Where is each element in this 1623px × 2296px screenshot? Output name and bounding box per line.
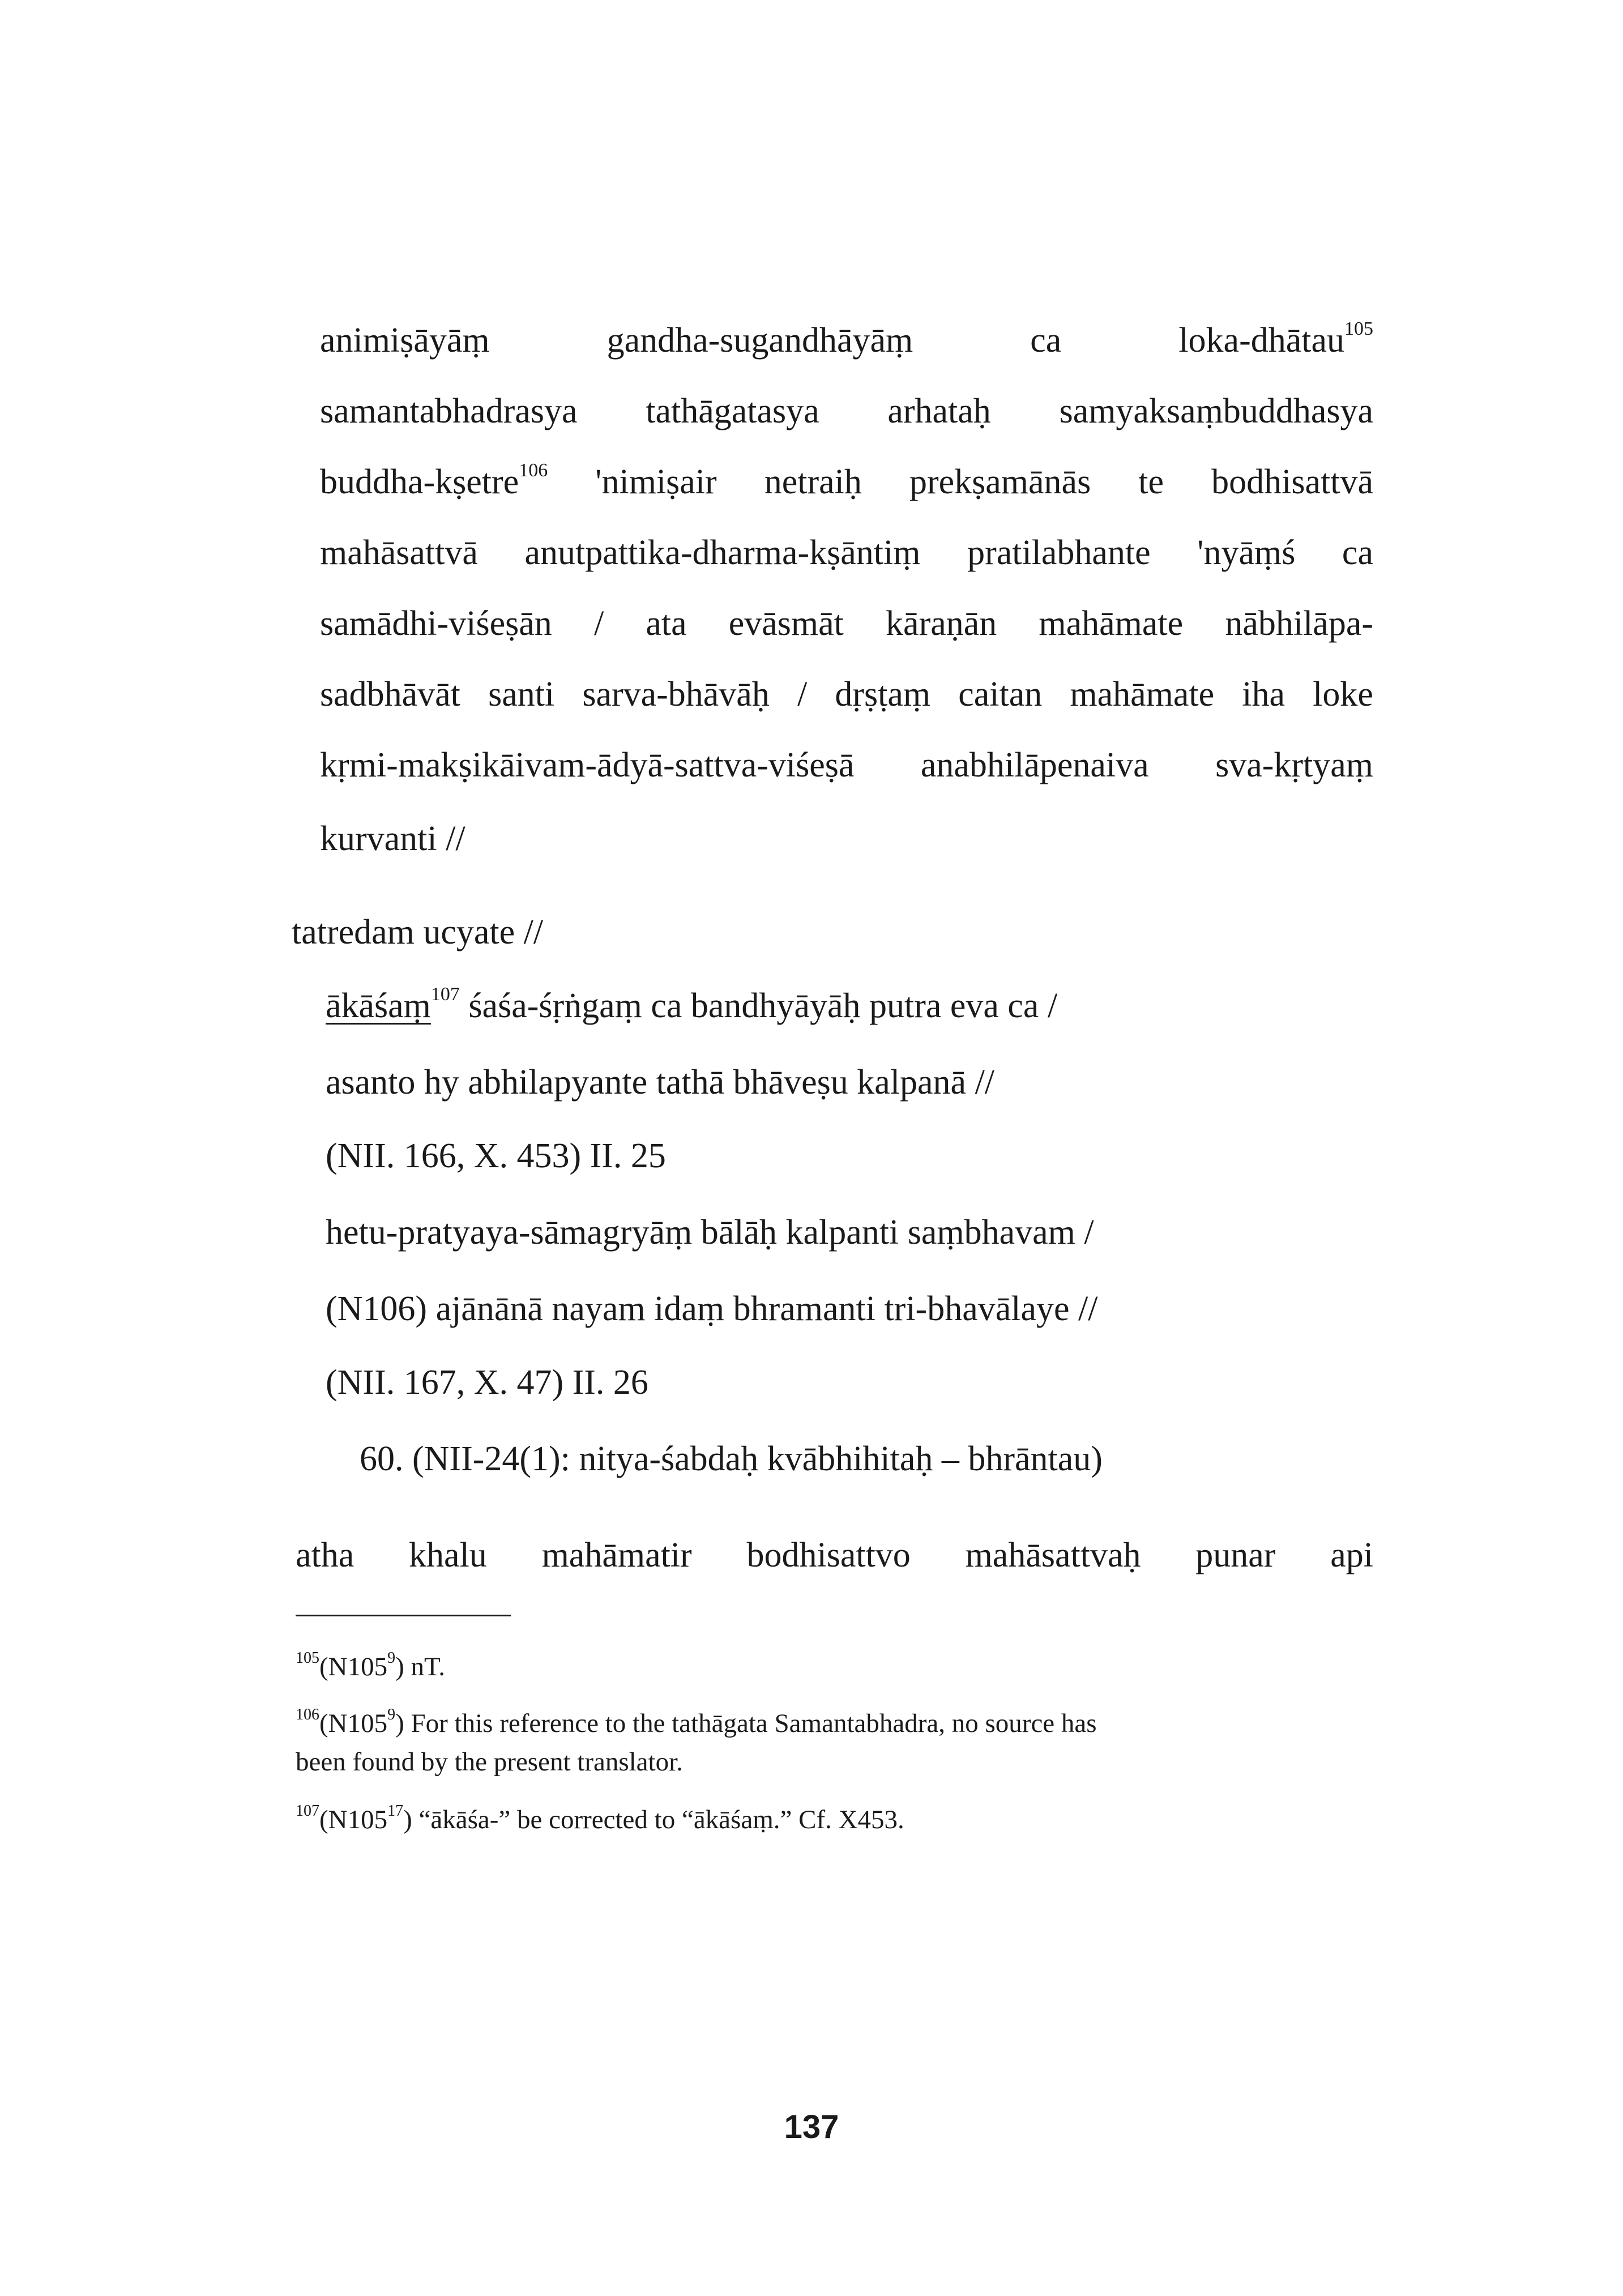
para1-line4: mahāsattvā anutpattika-dharma-kṣāntiṃ pratilabhante 'nyāṃś ca — [320, 534, 1373, 572]
verse1-line1: ākāśaṃ$^{107}$ śaśa-śṛṅgaṃ ca bandhyāyāḥ putra eva ca / — [326, 984, 1058, 1025]
para1-line7: kṛmi-makṣikāivam-ādyā-sattva-viśeṣā anabhilāpenaiva sva-kṛtyaṃ — [320, 746, 1373, 784]
footnote-ref-105: 105 — [1344, 318, 1373, 339]
tatredam-line: tatredam ucyate // — [292, 913, 544, 951]
para1-line1: animiṣāyāṃ gandha-sugandhāyāṃ ca loka-dhātau$^{105}$ — [320, 318, 1373, 360]
footnote-106: $^{106}(N105^9)$ For this reference to the tathāgata Samantabhadra, no source has — [296, 1706, 1097, 1738]
verse2-reference: (NII. 167, X. 47) II. 26 — [326, 1363, 648, 1402]
page-number: 137 — [784, 2109, 839, 2145]
para1-line6: sadbhāvāt santi sarva-bhāvāḥ / dṛṣṭaṃ caitan mahāmate iha loke — [320, 675, 1373, 714]
para1-line3: buddha-kṣetre$^{106}$ 'nimiṣair netraiḥ prekṣamānās te bodhisattvā — [320, 460, 1373, 501]
section-heading: 60. (NII-24(1): nitya-śabdaḥ kvābhihitaḥ – bhrāntau) — [360, 1440, 1103, 1478]
para1-line8: kurvanti // — [320, 820, 465, 858]
para1-line5: samādhi-viśeṣān / ata evāsmāt kāraṇān mahāmate nābhilāpa- — [320, 604, 1373, 643]
verse1-line2: asanto hy abhilapyante tathā bhāveṣu kalpanā // — [326, 1063, 995, 1102]
footnote-rule — [296, 1615, 511, 1616]
verse1-underlined-word: ākāśaṃ — [326, 987, 431, 1025]
footnote-ref-107: 107 — [430, 984, 460, 1005]
footnote-107: $^{107}(N105^{17})$ “ākāśa-” be corrected to “ākāśaṃ.” Cf. X453. — [296, 1802, 904, 1834]
verse2-line1: hetu-pratyaya-sāmagryāṃ bālāḥ kalpanti saṃbhavam / — [326, 1213, 1094, 1252]
verse2-line2: (N106) ajānānā nayam idaṃ bhramanti tri-bhavālaye // — [326, 1290, 1098, 1328]
para1-line2: samantabhadrasya tathāgatasya arhataḥ samyaksaṃbuddhasya — [320, 392, 1373, 430]
footnote-ref-106: 106 — [519, 460, 548, 481]
verse1-reference: (NII. 166, X. 453) II. 25 — [326, 1137, 666, 1175]
last-line: atha khalu mahāmatir bodhisattvo mahāsattvaḥ punar api — [296, 1536, 1373, 1574]
footnote-106-line2: been found by the present translator. — [296, 1747, 683, 1777]
footnote-105: $^{105}(N105^9)$ nT. — [296, 1649, 445, 1682]
